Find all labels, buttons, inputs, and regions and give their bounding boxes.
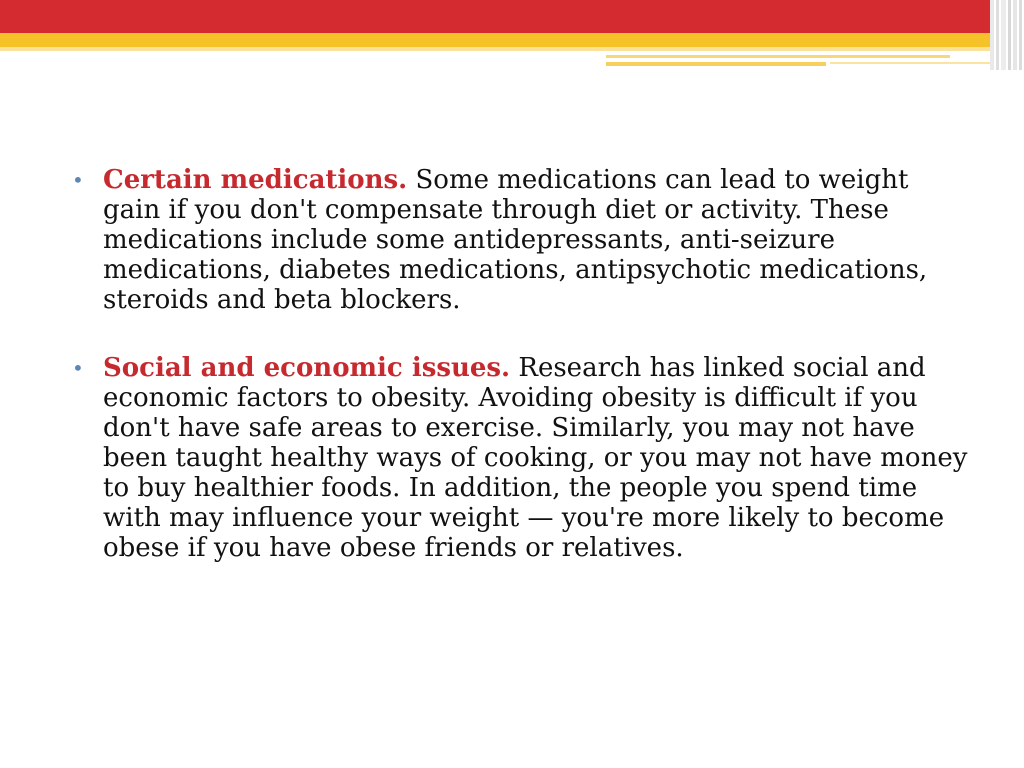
header-stripes (990, 0, 1024, 70)
header-yellow-bar (0, 33, 990, 47)
bullet-lead: Social and economic issues. (103, 353, 511, 383)
header-red-bar (0, 0, 990, 33)
bullet-text: Some medications can lead to weight gain if you don't compensate through diet or activity. These medications include some antidepressants, anti-seizure medications, diabetes medications, antipsychotic medications, steroids and beta blockers. (103, 165, 928, 315)
header-thin-bar (606, 62, 826, 66)
bullet-text: Research has linked social and economic factors to obesity. Avoiding obesity is difficult if you don't have safe areas to exercise. Similarly, you may not have been taught healthy ways of cooking, or you may not have money to buy healthier foods. In addition, the people you spend time with may influence your weight — you're more likely to become obese if you have obese friends or relatives. (103, 353, 968, 563)
bullet-icon: • (72, 356, 84, 380)
header-thin-bar (606, 55, 950, 58)
bullet-icon: • (72, 168, 84, 192)
header-yellow-light-bar (0, 47, 990, 51)
header-thin-bar (830, 62, 990, 64)
bullet-list (72, 165, 972, 601)
bullet-lead: Certain medications. (103, 165, 408, 195)
bullet-item (72, 353, 972, 563)
bullet-item (72, 165, 972, 315)
